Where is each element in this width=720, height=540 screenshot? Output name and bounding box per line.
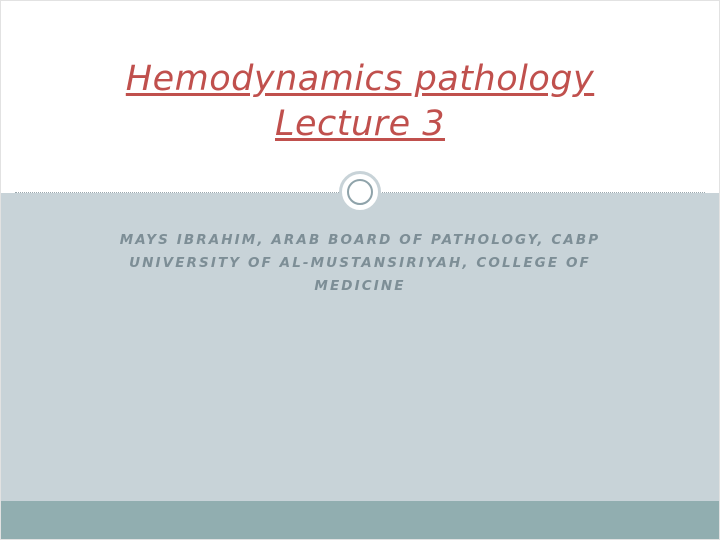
slide-subtitle-line-2: UNIVERSITY OF AL-MUSTANSIRIYAH, COLLEGE OF xyxy=(129,255,591,272)
slide-title xyxy=(71,57,649,147)
slide-title-line-1: Hemodynamics pathology xyxy=(125,59,595,99)
slide-subtitle-line-3: MEDICINE xyxy=(314,278,406,295)
slide-subtitle-line-1: MAYS IBRAHIM, ARAB BOARD OF PATHOLOGY, CABP xyxy=(119,232,601,248)
slide-subtitle xyxy=(81,229,639,299)
slide-footer-band xyxy=(1,501,719,539)
slide-title-line-2: Lecture 3 xyxy=(275,103,445,144)
circle-ornament-icon xyxy=(339,171,381,213)
